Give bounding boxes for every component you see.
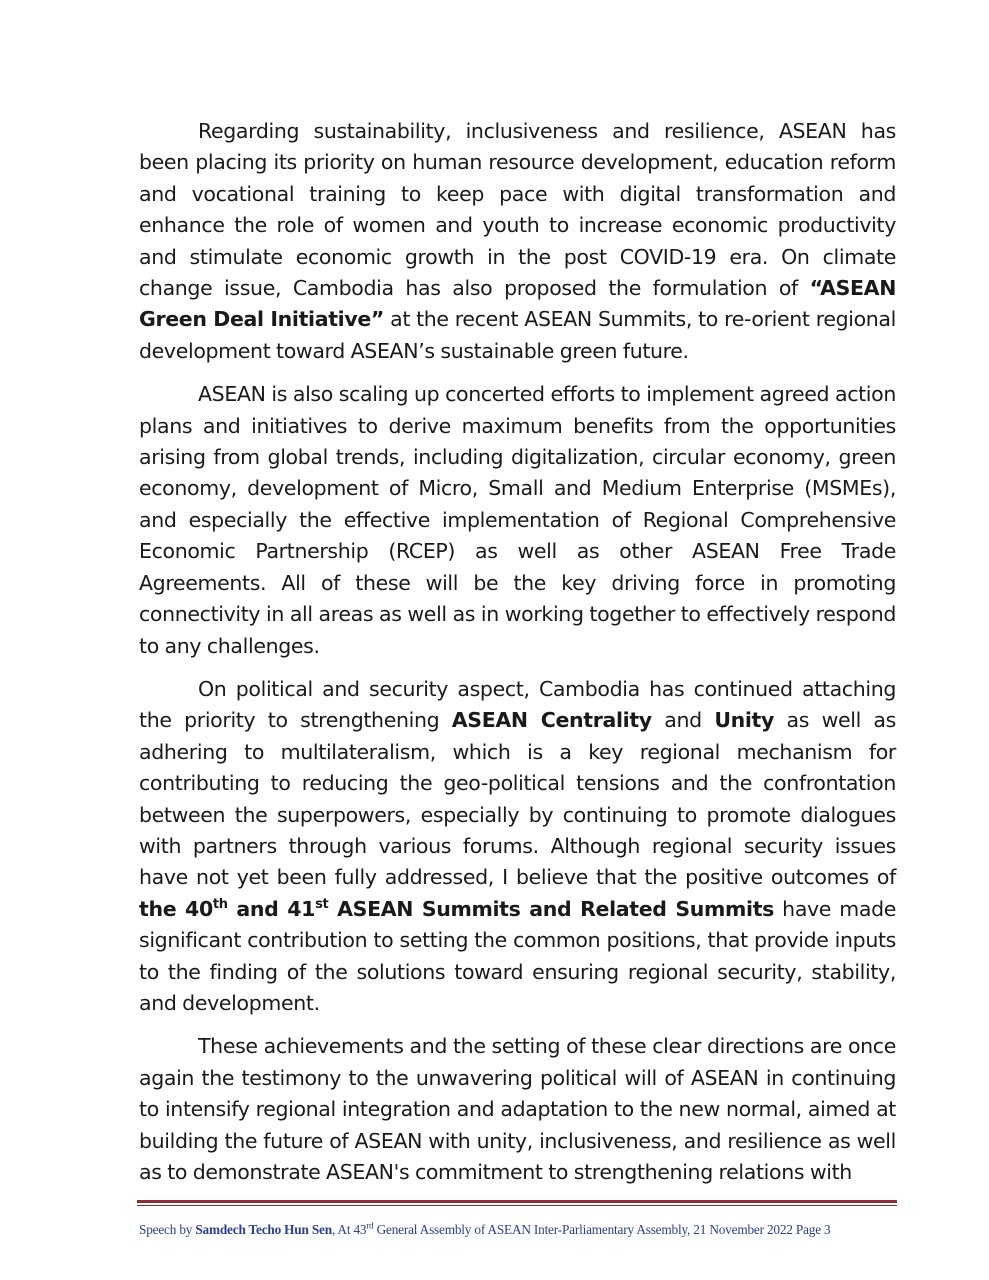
bold-text-asean-centrality: ASEAN Centrality	[451, 708, 652, 733]
paragraph-text: Regarding sustainability, inclusiveness and resilience, ASEAN has been placing its priority on human resource development, education reform and vocational training to keep pace with digital transformation and enhance the role of women and youth to increase economic productivity and stimulate economic growth in the post COVID-19 era. On climate change issue, Cambodia has also proposed the formulation of	[139, 119, 896, 301]
ordinal-superscript: th	[212, 896, 228, 912]
footer-speaker: Samdech Techo Hun Sen	[195, 1222, 332, 1237]
paragraph-text: These achievements and the setting of these clear directions are once again the testimony to the unwavering political will of ASEAN in continuing to intensify regional integration and adaptation to the new normal, aimed at building the future of ASEAN with unity, inclusiveness, and resilience as well as to demonstrate ASEAN's commitment to strengthening relations with	[139, 1034, 896, 1184]
bold-text-part: the 40	[139, 896, 213, 921]
footer-prefix: Speech by	[139, 1222, 196, 1237]
bold-text-summits	[139, 897, 774, 921]
footer-rule-thick	[137, 1200, 897, 1203]
bold-text-unity: Unity	[714, 708, 775, 733]
page-footer	[139, 1222, 899, 1238]
paragraph-achievements	[139, 1031, 896, 1188]
footer-rule-thin	[137, 1205, 897, 1206]
paragraph-text: ASEAN is also scaling up concerted efforts to implement agreed action plans and initiatives to derive maximum benefits from the opportunities arising from global trends, including digitalization, circular economy, green economy, development of Micro, Small and Medium Enterprise (MSMEs), and especially the effective implementation of Regional Comprehensive Economic Partnership (RCEP) as well as other ASEAN Free Trade Agreements. All of these will be the key driving force in promoting connectivity in all areas as well as in working together to effectively respond to any challenges.	[139, 382, 896, 658]
bold-text-part: and 41	[227, 896, 316, 921]
footer-text: , At 43	[331, 1222, 367, 1237]
footer-text: General Assembly of ASEAN Inter-Parliamentary Assembly, 21 November 2022 Page 3	[373, 1222, 831, 1237]
speech-body	[139, 116, 896, 1200]
bold-text-part: ASEAN Summits and Related Summits	[328, 896, 775, 921]
paragraph-text: at the recent ASEAN Summits, to re-orient regional development toward ASEAN’s sustainable green future.	[139, 307, 896, 363]
paragraph-political-security	[139, 674, 896, 1019]
paragraph-economic-initiatives	[139, 379, 896, 662]
paragraph-text: On political and security aspect, Cambodia has continued attaching the priority to strengthening	[139, 676, 896, 733]
paragraph-text: and	[651, 708, 715, 733]
ordinal-superscript: st	[315, 896, 329, 912]
bold-text-green-deal: “ASEAN Green Deal Initiative”	[139, 276, 896, 332]
paragraph-sustainability	[139, 116, 896, 367]
paragraph-text: as well as adhering to multilateralism, which is a key regional mechanism for contributing to reducing the geo-political tensions and the confrontation between the superpowers, especially by continuing to promote dialogues with partners through various forums. Although regional security issues have not yet been fully addressed, I believe that the positive outcomes of	[139, 708, 896, 890]
paragraph-text: have made significant contribution to setting the common positions, that provide inputs to the finding of the solutions toward ensuring regional security, stability, and development.	[139, 896, 896, 1015]
footer-superscript: rd	[366, 1220, 374, 1231]
